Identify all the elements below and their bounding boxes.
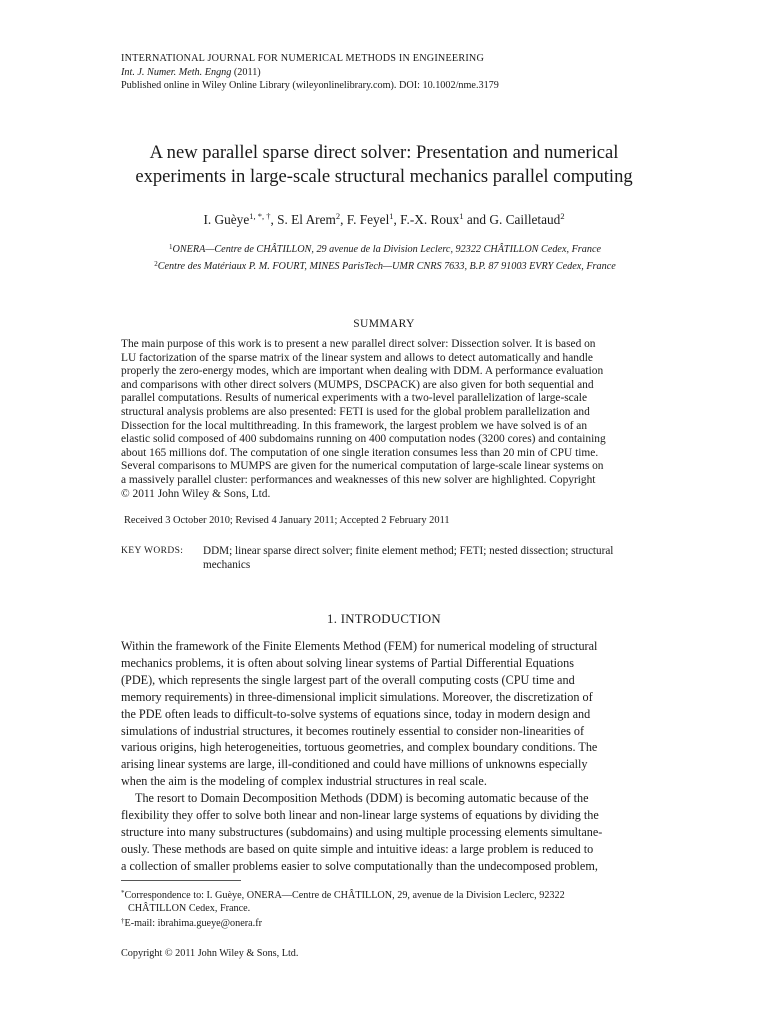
abstract-line: Several comparisons to MUMPS are given for the numerical computation of large-scale linear systems on xyxy=(121,460,604,473)
abstract xyxy=(121,338,649,501)
abstract-paragraph xyxy=(121,338,649,501)
abstract-line: about 165 millions dof. The computation of one single iteration consumes less than 20 min of CPU time. xyxy=(121,446,599,459)
title-line-2: experiments in large-scale structural mechanics parallel computing xyxy=(135,166,633,187)
abstract-line: Dissection for the local multithreading. In this framework, the largest problem we have solved is of an xyxy=(121,419,588,432)
affiliation-2-number: 2 xyxy=(154,260,158,268)
intro-paragraph-1 xyxy=(121,638,649,790)
keywords-text: DDM; linear sparse direct solver; finite element method; FETI; nested dissection; structural mechanics xyxy=(203,545,614,571)
footnote-1-mark: * xyxy=(121,889,125,897)
body-line: The resort to Domain Decomposition Methods (DDM) is becoming automatic because of the xyxy=(135,791,589,806)
abstract-line: LU factorization of the sparse matrix of the linear system and allows to detect automatically and handle xyxy=(121,351,593,364)
abstract-line: properly the zero-energy modes, which are important when dealing with DDM. A performance evaluation xyxy=(121,365,604,378)
summary-heading: SUMMARY xyxy=(353,318,415,330)
affiliation-1-number: 1 xyxy=(169,243,173,251)
affiliation-2-text: Centre des Matériaux P. M. FOURT, MINES ParisTech—UMR CNRS 7633, B.P. 87 91003 EVRY Cedex, France xyxy=(157,261,616,272)
journal-header xyxy=(121,52,681,93)
body-line: mechanics problems, it is often about solving linear systems of Partial Differential Equations xyxy=(121,655,574,670)
footnote-2-mark: † xyxy=(121,917,125,926)
author-list xyxy=(60,211,708,228)
abstract-line: © 2011 John Wiley & Sons, Ltd. xyxy=(121,487,271,500)
footnote-1-continuation: CHÂTILLON Cedex, France. xyxy=(128,903,251,915)
abstract-line: structural analysis problems are also presented: FETI is used for the global problem parallelization and xyxy=(121,405,590,418)
footnote-email xyxy=(121,915,651,930)
author-3: , F. Feyel xyxy=(340,212,390,227)
author-2-affil: 2 xyxy=(335,211,341,221)
body-line: flexibility they offer to solve both linear and non-linear large systems of equations by dividing the xyxy=(121,808,599,823)
copyright-notice: Copyright © 2011 John Wiley & Sons, Ltd. xyxy=(121,948,299,959)
journal-published-line: Published online in Wiley Online Library (wileyonlinelibrary.com). DOI: 10.1002/nme.3179 xyxy=(121,80,499,91)
body-line: when the aim is the modeling of complex industrial structures in real scale. xyxy=(121,774,487,789)
journal-name: INTERNATIONAL JOURNAL FOR NUMERICAL METHODS IN ENGINEERING xyxy=(121,53,485,64)
body-line: simulations of industrial structures, it becomes routinely essential to consider non-linearities of xyxy=(121,723,585,738)
body-line: various origins, high heterogeneities, tortuous geometries, and complex boundary conditions. The xyxy=(121,740,598,755)
author-5-affil: 2 xyxy=(560,211,565,221)
affiliation-1-text: ONERA—Centre de CHÂTILLON, 29 avenue de la Division Leclerc, 92322 CHÂTILLON Cedex, France xyxy=(172,244,601,255)
affiliation-2 xyxy=(115,257,655,274)
author-3-affil: 1 xyxy=(389,211,394,221)
section-heading-introduction: 1. INTRODUCTION xyxy=(327,612,441,626)
affiliation-1 xyxy=(115,240,655,257)
title-line-1: A new parallel sparse direct solver: Presentation and numerical xyxy=(149,142,619,163)
body-line: the PDE often leads to difficult-to-solve systems of equations since, today in modern design and xyxy=(121,706,591,721)
author-1-affil: 1, *, † xyxy=(249,211,271,221)
body-line: structure into many substructures (subdomains) and using multiple processing elements simultane- xyxy=(121,824,603,839)
abstract-line: and comparisons with other direct solvers (MUMPS, DSCPACK) are also given for both sequential and xyxy=(121,378,594,391)
author-4: , F.-X. Roux xyxy=(393,212,460,227)
keywords-label: KEY WORDS: xyxy=(121,546,184,556)
body-line: a collection of smaller problems easier to solve computationally than the undecomposed problem, xyxy=(121,858,598,873)
received-dates: Received 3 October 2010; Revised 4 January 2011; Accepted 2 February 2011 xyxy=(124,515,450,526)
introduction-body xyxy=(121,638,649,875)
footnotes xyxy=(121,887,651,931)
affiliations xyxy=(115,240,655,274)
journal-citation xyxy=(121,66,681,80)
body-line: arising linear systems are large, ill-conditioned and could have millions of unknowns especially xyxy=(121,757,588,772)
journal-year: (2011) xyxy=(231,66,261,78)
abstract-line: The main purpose of this work is to present a new parallel direct solver: Dissection solver. It is based on xyxy=(121,338,596,350)
paper-title xyxy=(60,141,708,189)
body-line: Within the framework of the Finite Elements Method (FEM) for numerical modeling of structural xyxy=(121,639,598,653)
body-line: memory requirements) in three-dimensional implicit simulations. Moreover, the discretization of xyxy=(121,689,593,704)
footnote-1-line-1: Correspondence to: I. Guèye, ONERA—Centre de CHÂTILLON, 29, avenue de la Division Leclerc, 92322 xyxy=(124,890,565,901)
body-line: ously. These methods are based on quite simple and intuitive ideas: a large problem is reduced to xyxy=(121,841,594,856)
footnote-correspondence xyxy=(121,887,651,902)
abstract-line: parallel computations. Results of numerical experiments with a two-level parallelization of large-scale xyxy=(121,392,588,405)
author-1: I. Guèye xyxy=(203,212,250,227)
body-line: (PDE), which represents the single largest part of the overall computing costs (CPU time and xyxy=(121,672,575,687)
abstract-line: a massively parallel cluster: performances and weaknesses of this new solver are highlighted. Copyright xyxy=(121,473,596,486)
intro-paragraph-2 xyxy=(121,790,649,875)
author-4-affil: 1 xyxy=(459,211,464,221)
author-2: , S. El Arem xyxy=(270,212,336,227)
author-5: and G. Cailletaud xyxy=(463,212,561,227)
abstract-line: elastic solid composed of 400 subdomains running on 400 computation nodes (3200 cores) and containing xyxy=(121,433,606,446)
footnote-2-text: E-mail: ibrahima.gueye@onera.fr xyxy=(124,918,263,930)
footnote-rule xyxy=(121,880,241,881)
journal-abbreviation: Int. J. Numer. Meth. Engng xyxy=(121,66,232,78)
